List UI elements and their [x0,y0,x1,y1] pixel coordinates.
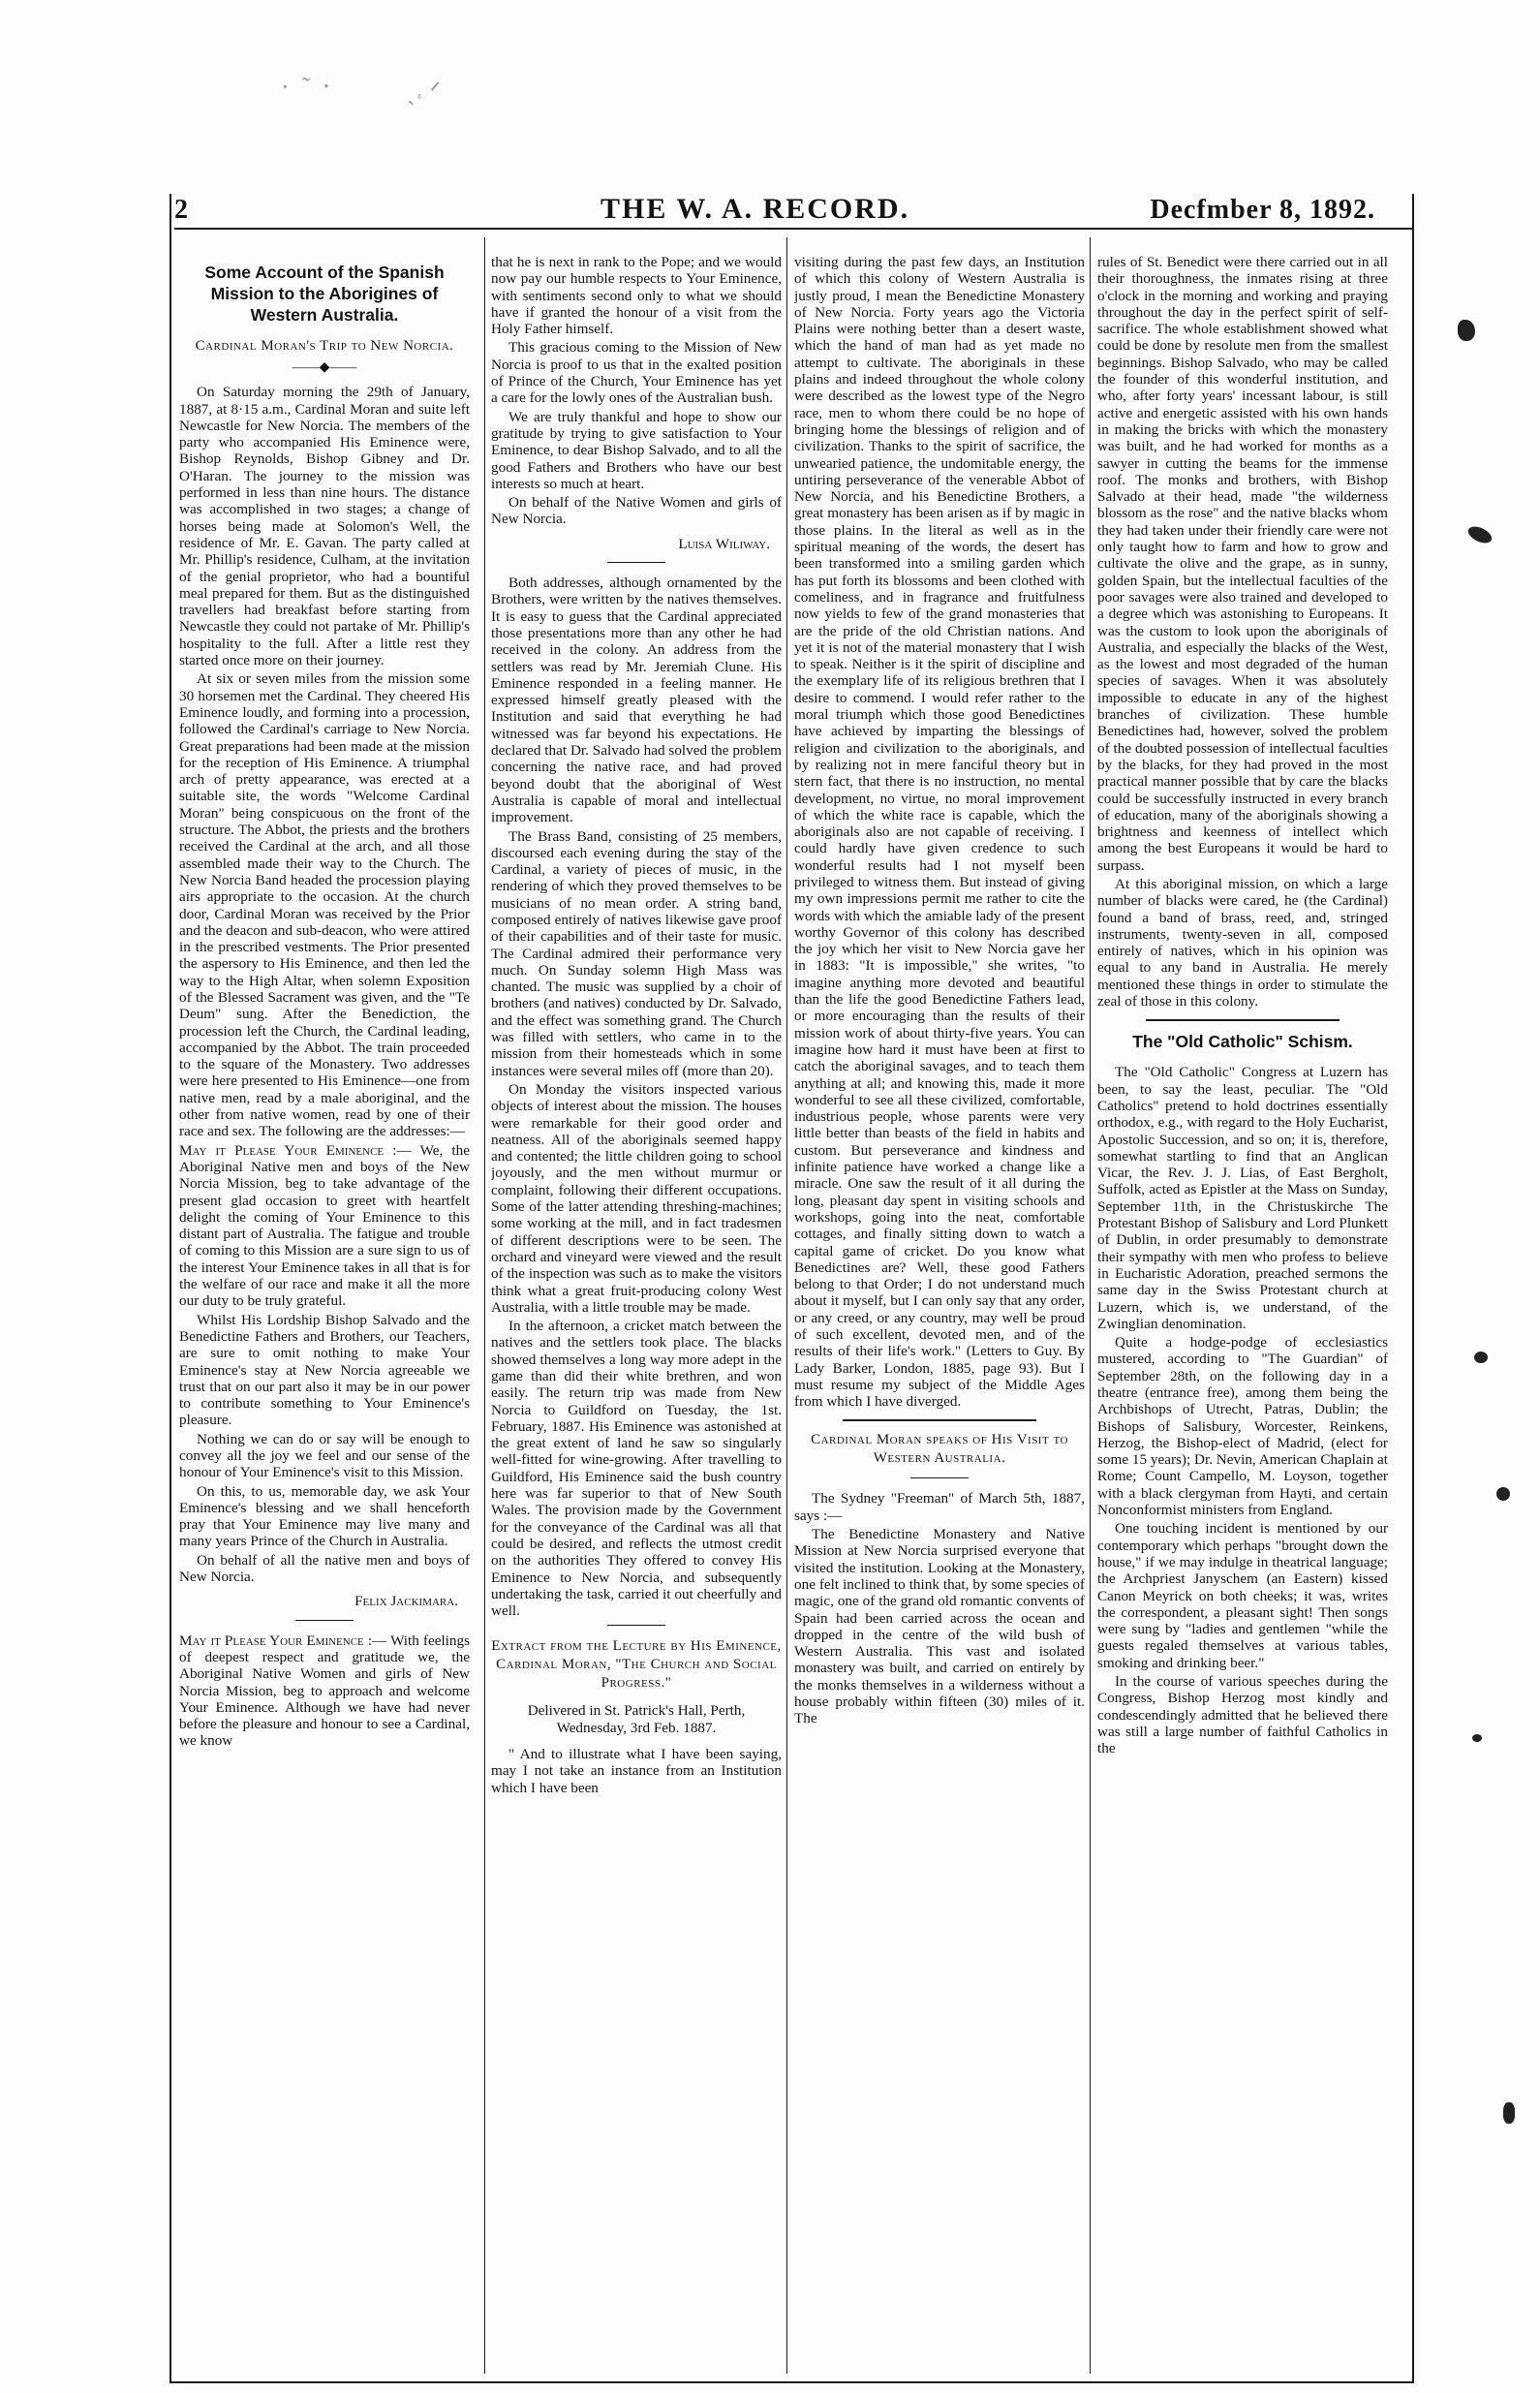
paragraph: rules of St. Benedict were there carried out in all their thoroughness, the inmates rising at three o'clock in the morning and working and praying throughout the day in the perfect spirit of self-sacrifice. The whole establishment showed what could be done by resolute men from the smallest beginnings. Bishop Salvado, who may be called the founder of this wonderful institution, and who, after forty years' incessant labour, is still active and energetic assisted with his own hands in making the bricks with which the monastery was built, and he had worked for months as a sawyer in cutting the beams for the immense roof. The monks and brothers, with Bishop Salvado at their head, made "the wilderness blossom as the rose" and the native blacks whom they had taken under their friendly care were not only taught how to farm and how to grow and cultivate the olive and the grape, as in sunny, golden Spain, but the intellectual faculties of the poor savages were also trained and developed to a degree which was astonishing to Europeans. It was the custom to look upon the aboriginals of Australia, and especially the blacks of the West, as the lowest and most degraded of the human species of savages. When it was absolutely impossible to educate in any of the highest branches of civilization. These humble Benedictines had, however, solved the problem of the doubted possession of intellectual faculties by the blacks, for they had proved in the most practical manner possible that by care the blacks could be successfully instructed in every branch of education, many of the aboriginals showing a brightness and keenness of intellect which among the best Europeans it would be hard to surpass. [1097,254,1388,874]
paragraph: The "Old Catholic" Congress at Luzern has been, to say the least, peculiar. The "Old Catholics" pretend to hold doctrines essentially orthodox, e.g., with regard to the Holy Eucharist, Apostolic Succession, and so on; it is, therefore, somewhat startling to find that an Anglican Vicar, the Rev. J. J. Lias, of East Bergholt, Suffolk, acted as Epistler at the Mass on Sunday, September 11th, in the Christuskirche The Protestant Bishop of Salisbury and Lord Plunkett of Dublin, in order presumably to demonstrate their sympathy with men who profess to believe in Eucharistic Adoration, preached sermons the same day in the Swiss Protestant church at Luzern, which is, we understand, of the Zwinglian denomination. [1097,1064,1388,1332]
paragraph: On behalf of the Native Women and girls of New Norcia. [491,494,782,528]
margin-marks: ˎ˓ ᐟ [407,78,441,106]
paragraph: On Saturday morning the 29th of January, 1887, at 8·15 a.m., Cardinal Moran and suite left Newcastle for New Norcia. The members of the party who accompanied His Eminence were, Bishop Reynolds, Bishop Gibney and Dr. O'Haran. The journey to the mission was performed in less than nine hours. The distance was accomplished in two stages; a change of horses being made at Solomon's Well, the residence of Mr. E. Gavan. The party called at Mr. Phillip's residence, Culham, at the invitation of the genial proprietor, who had a bountiful meal prepared for them. But as the distinguished travellers had breakfast before starting from Newcastle they could not partake of Mr. Phillip's hospitality to the full. After a little rest they started once more on their journey. [179,384,470,669]
divider [1146,1019,1340,1021]
page-number: 2 [174,195,188,225]
extract-heading: Extract from the Lecture by His Eminence, Cardinal Moran, "The Church and Social Progress." [491,1638,782,1692]
newspaper-title: THE W. A. RECORD. [601,193,910,225]
salutation: May it Please Your Eminence :— [179,1141,412,1159]
signature: Luisa Wiliway. [678,535,770,552]
column-rule [786,237,787,2374]
paragraph: Nothing we can do or say will be enough to convey all the joy we feel and our sense of the honour of Your Eminence's visit to this Mission. [179,1430,470,1481]
paragraph: At six or seven miles from the mission some 30 horsemen met the Cardinal. They cheered His Eminence loudly, and forming into a procession, followed the Cardinal's carriage to New Norcia. Great preparations had been made at the mission for the reception of His Eminence. A triumphal arch of pretty appearance, was erected at a suitable site, the words "Welcome Cardinal Moran" being conspicuous on the front of the structure. The Abbot, the priests and the brothers received the Cardinal at the arch, and all those assembled made their way to the Church. The New Norcia Band headed the procession playing airs appropriate to the occasion. At the church door, Cardinal Moran was received by the Prior and the deacon and sub-deacon, who were attired in the prescribed vestments. The Prior presented the aspersory to His Eminence, and then led the way to the High Altar, when solemn Exposition of the Blessed Sacrament was given, and the "Te Deum" sung. After the Benediction, the procession left the Church, the Cardinal leading, accompanied by the Abbot. The train proceeded to the square of the Monastery. Two addresses were here presented to His Eminence—one from native men, read by a male aboriginal, and the other from native women, read by one of their race and sex. The following are the addresses:— [179,670,470,1140]
column-4 [1097,254,1388,2366]
scan-blot [1474,1352,1488,1363]
paragraph: On Monday the visitors inspected various objects of interest about the mission. The houses were remarkable for their good order and neatness. All of the aboriginals seemed happy and contented; the little children going to school joyously, and the men without murmur or complaint, following their different occupations. Some of the latter attending threshing-machines; some working at the mill, and in fact tradesmen of different descriptions were to be seen. The orchard and vineyard were viewed and the result of the inspection was such as to make the visitors think what a great fruit-producing colony West Australia, with a little trouble may be made. [491,1080,782,1316]
column-3 [794,254,1085,2366]
divider [607,1625,665,1626]
scan-blot [1503,2102,1515,2124]
paragraph: The Benedictine Monastery and Native Mission at New Norcia surprised everyone that visited the institution. Looking at the Monastery, one felt inclined to think that, by some species of magic, one of the grand old romantic convents of Spain had been carried across the ocean and dropped in the centre of the wild bush of Western Australia. This vast and isolated monastery was built, and carried on entirely by the monks themselves in a wilderness without a house probably within fifteen (30) miles of it. The [794,1526,1085,1727]
article-subhead: Cardinal Moran's Trip to New Norcia. [195,338,454,354]
paragraph: Whilst His Lordship Bishop Salvado and the Benedictine Fathers and Brothers, our Teachers, are sure to omit nothing to make Your Eminence's stay at New Norcia agreeable we trust that on our part also it may be in our power to contribute something to Your Eminence's pleasure. [179,1311,470,1429]
scan-blot [1496,1487,1510,1501]
scan-blot [1458,320,1475,341]
paragraph: Both addresses, although ornamented by the Brothers, were written by the natives themselves. It is easy to guess that the Cardinal appreciated those presentations more than any other he had received in the colony. An address from the settlers was read by Mr. Jeremiah Clune. His Eminence responded in a feeling manner. He expressed himself greatly pleased with the Institution and said that everything he had witnessed was far beyond his expectations. He declared that Dr. Salvado had solved the problem concerning the native race, and had proved beyond doubt that the aboriginal of West Australia is capable of moral and intellectual improvement. [491,575,782,826]
divider [607,562,665,563]
extract-place: Delivered in St. Patrick's Hall, Perth, Wednesday, 3rd Feb. 1887. [527,1702,746,1736]
article-title: Some Account of the Spanish Mission to the Aborigines of Western Australia. [204,263,445,325]
scan-blot [1472,1734,1482,1742]
paragraph: The Brass Band, consisting of 25 members, discoursed each evening during the stay of the Cardinal, a variety of pieces of music, in the rendering of which they proved themselves to be musicians of no mean order. A string band, composed entirely of natives likewise gave proof of their capabilities and of their taste for music. The Cardinal admired their performance very much. On Sunday solemn High Mass was chanted. The music was supplied by a choir of brothers (and natives) conducted by Dr. Salvado, and the effect was something grand. The Church was filled with settlers, who came in to the mission from their homesteads which in some instances were several miles off (more than 20). [491,827,782,1079]
ornament-diamond: ——◆—— [292,360,357,375]
paragraph: " And to illustrate what I have been saying, may I not take an instance from an Institution which I have been [491,1746,782,1796]
column-rule [484,237,485,2374]
paragraph: visiting during the past few days, an Institution of which this colony of Western Australia is justly proud, I mean the Benedictine Monastery of New Norcia. Forty years ago the Victoria Plains were nothing better than a desert waste, which the hand of man had as yet made no attempt to cultivate. The aboriginals in these plains and indeed throughout the whole colony were described as the lowest type of the Negro race, men to whom there could be no hope of bringing home the blessings of religion and of civilization. Thanks to the spirit of sacrifice, the unwearied patience, the undomitable energy, the untiring perseverance of the venerable Abbot of New Norcia, and his Benedictine Brothers, a great monastery has been arisen as if by magic in those plains. In the literal as well as in the spiritual meaning of the words, the desert has been transformed into a smiling garden which has put forth its blossoms and been clothed with comeliness, and in fragrance and fruitfulness now yields to few of the grand monasteries that are the pride of the old Christian nations. And yet it is not of the material monastery that I wish to speak. Neither is it the spirit of discipline and the exemplary life of its religious brethren that I desire to commend. I would refer rather to the moral triumph which those good Benedictines have achieved by imparting the blessings of religion and civilization to the aboriginals, and by realizing not in mere fanciful theory but in stern fact, that there is no instruction, no mental development, no virtue, no moral improvement of which the white race is capable, which the aboriginals also are not capable of receiving. I could hardly have given credence to such wonderful results had I not myself been privileged to witness them. But instead of giving my own impressions permit me rather to cite the words with which the amiable lady of the present worthy Governor of this colony has described the joy which her visit to New Norcia gave her in 1883: "It is impossible," she writes, "to imagine anything more devoted and beautiful than the life the good Benedictine Fathers lead, or more encouraging than the results of their mission work of about thirty-five years. You can imagine how hard it must have been at first to catch the aboriginal savages, and to teach them anything at all; and knowing this, made it more wonderful to see all these civilized, comfortable, industrious people, whose parents were very little better than beasts of the field in habits and custom. But perseverance and kindness and infinite patience have worked a change like a miracle. One saw the result of it all during the long, pleasant day spent in visiting schools and workshops, going into the neat, comfortable cottages, and finally sitting down to watch a capital game of cricket. Do you know what Benedictines are? Well, these good Fathers belong to that Order; I do not understand much about it myself, but I can only say that any order, or any creed, or any country, may well be proud of such excellent, devoted men, and of the results of their life's work." (Letters to Guy. By Lady Barker, London, 1885, page 93). But I must resume my subject of the Middle Ages from which I have diverged. [794,254,1085,1411]
address-text: With feelings of deepest respect and gratitude we, the Aboriginal Native Women and girls of New Norcia Mission, beg to approach and welcome Your Eminence. Although we have had never before the pleasure and honour to see a Cardinal, we know [179,1632,470,1750]
article-title: The "Old Catholic" Schism. [1132,1032,1353,1052]
column-2 [491,254,782,2366]
masthead [174,189,1414,230]
paragraph: On behalf of all the native men and boys of New Norcia. [179,1551,470,1586]
divider [843,1419,1036,1421]
paragraph: The Sydney "Freeman" of March 5th, 1887, says :— [794,1490,1085,1524]
address-paragraph [179,1142,470,1310]
column-rule [1090,237,1091,2374]
paragraph: This gracious coming to the Mission of New Norcia is proof to us that in the exalted position of Prince of the Church, Your Eminence has yet a care for the lowly ones of the Australian bush. [491,339,782,407]
paragraph: At this aboriginal mission, on which a large number of blacks were cared, he (the Cardinal) found a band of brass, reed, and, stringed instruments, twenty-seven in all, composed entirely of natives, which in his opinion was equal to any band in Australia. He merely mentioned these things in order to stimulate the zeal of those in this colony. [1097,875,1388,1010]
paragraph: In the course of various speeches during the Congress, Bishop Herzog most kindly and condescendingly admitted that he believed there was still a large number of faithful Catholics in the [1097,1673,1388,1757]
paragraph: In the afternoon, a cricket match between the natives and the settlers took place. The blacks showed themselves a long way more adept in the game than did their white brethren, and won easily. The return trip was made from New Norcia to Guildford on Tuesday, the 1st. February, 1887. His Eminence was astonished at the great extent of land he saw so singularly well-fitted for wine-growing. After travelling to Guildford, His Eminence said the bush country here was far superior to that of New South Wales. The provision made by the Government for the conveyance of the Cardinal was all that could be desired, and reflects the utmost credit on the authorities They offered to convey His Eminence to New Norcia, and subsequently undertaking the task, carried it out cheerfully and well. [491,1318,782,1620]
salutation: May it Please Your Eminence :— [179,1632,387,1649]
paragraph: On this, to us, memorable day, we ask Your Eminence's blessing and we shall henceforth pray that Your Eminence may live many and many years Prince of the Church in Australia. [179,1482,470,1550]
divider [295,1620,354,1621]
column-1 [179,254,470,2366]
margin-marks: · ˜ ⸱ [281,73,330,101]
signature: Felix Jackimara. [354,1593,458,1610]
address-paragraph [179,1632,470,1750]
scan-blot [1465,523,1494,546]
paragraph: Quite a hodge-podge of ecclesiastics mustered, according to "The Guardian" of September 28th, on the following day in a theatre (entrance free), among them being the Archbishops of Utrecht, Patras, Dublin; the Bishops of Salisbury, Worcester, Reinkens, Herzog, the Bishop-elect of Madrid, (elect for some 15 years); Dr. Nevin, American Chaplain at Rome; Count Campello, M. Loyson, together with a black clergyman from Hayti, and certain Nonconformist ministers from England. [1097,1334,1388,1519]
article-subhead: Cardinal Moran speaks of His Visit to Western Australia. [811,1432,1068,1467]
issue-date: Decfmber 8, 1892. [1150,195,1375,225]
address-text: We, the Aboriginal Native men and boys of the New Norcia Mission, beg to take advantage of the present glad occasion to greet with heartfelt delight the coming of Your Eminence to this distant part of Australia. The fatigue and trouble of coming to this Mission are a sure sign to us of the interest Your Eminence takes in all that is for the welfare of our race and make it all the more our duty to be truly grateful. [179,1141,470,1310]
paragraph: One touching incident is mentioned by our contemporary which perhaps "brought down the house," if we may indulge in theatrical language; the Archpriest Janyschem (an Eastern) kissed Canon Meyrick on both cheeks; it was, writes the correspondent, a pleasant sight! Then songs were sung by "ladies and gentlemen "while the guests regaled themselves at various tables, smoking and drinking beer." [1097,1520,1388,1671]
paragraph: We are truly thankful and hope to show our gratitude by trying to give satisfaction to Your Eminence, to dear Bishop Salvado, and to all the good Fathers and Brothers who have our best interests so much at heart. [491,408,782,492]
divider [910,1477,969,1478]
paragraph: that he is next in rank to the Pope; and we would now pay our humble respects to Your Eminence, with sentiments second only to what we should have if granted the honour of a visit from the Holy Father himself. [491,254,782,338]
